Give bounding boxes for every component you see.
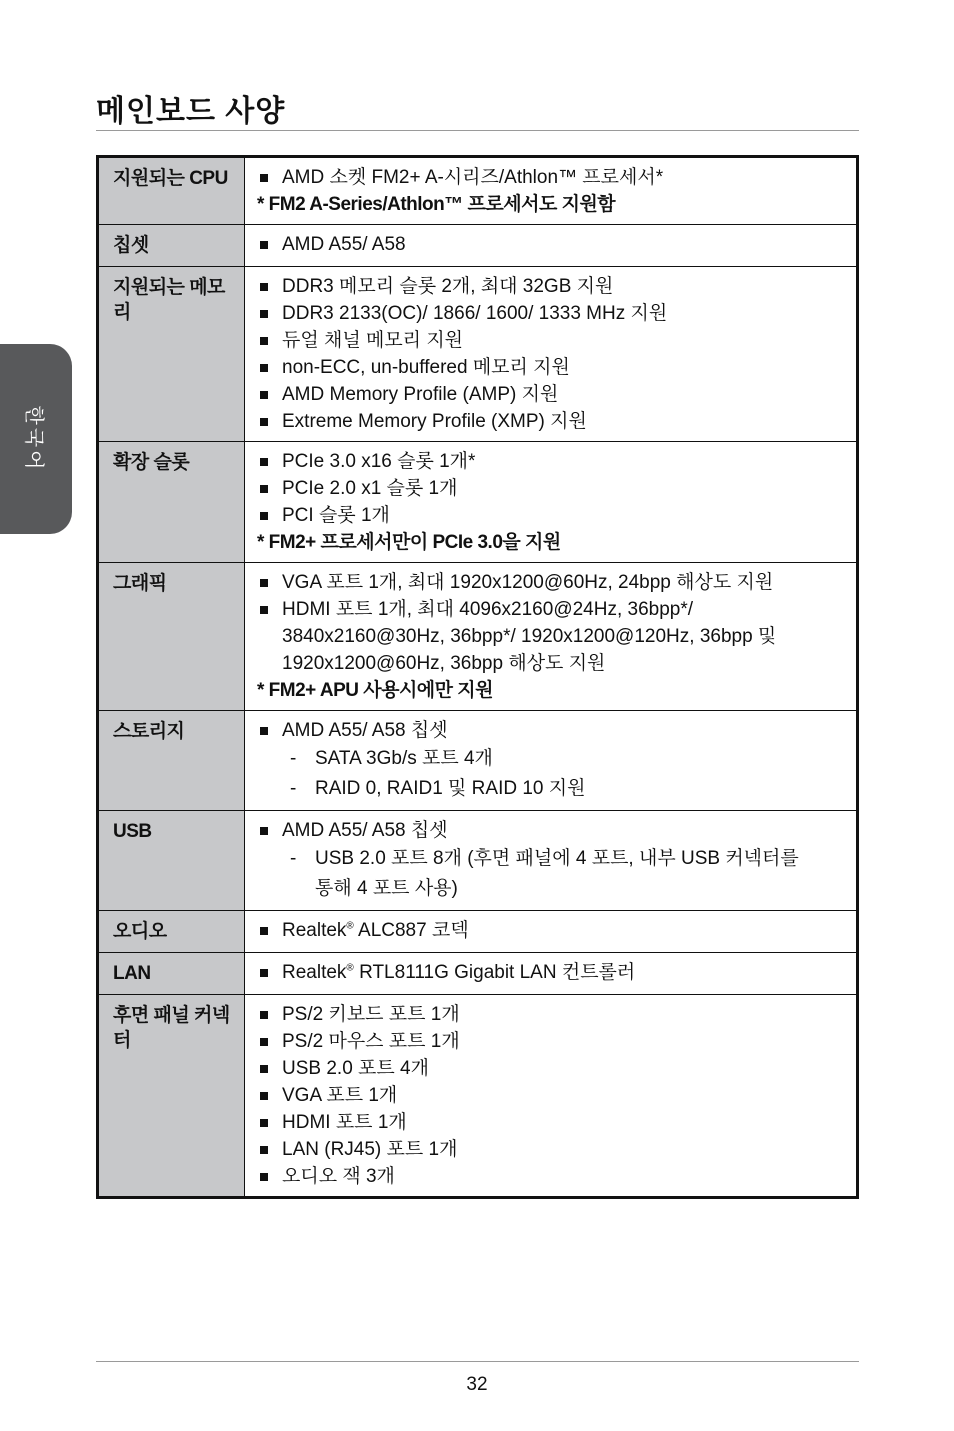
spec-line: non-ECC, un-buffered 메모리 지원 xyxy=(257,354,846,381)
spec-value xyxy=(245,911,858,953)
spec-label: 스토리지 xyxy=(98,711,245,811)
spec-line: 듀얼 채널 메모리 지원 xyxy=(257,327,846,354)
footer-divider xyxy=(96,1361,859,1362)
registered-mark: ® xyxy=(346,962,354,974)
spec-line: 오디오 잭 3개 xyxy=(257,1163,846,1190)
spec-row xyxy=(98,563,858,711)
spec-line: PCIe 2.0 x1 슬롯 1개 xyxy=(257,475,846,502)
spec-line xyxy=(257,917,846,944)
spec-line: 통해 4 포트 사용) xyxy=(315,878,458,899)
language-side-tab xyxy=(0,344,72,534)
spec-value xyxy=(245,442,858,563)
spec-line: AMD Memory Profile (AMP) 지원 xyxy=(257,381,846,408)
spec-value xyxy=(245,563,858,711)
spec-line: - USB 2.0 포트 8개 (후면 패널에 4 포트, 내부 USB 커넥터를 xyxy=(257,844,846,874)
page-number: 32 xyxy=(466,1374,488,1395)
spec-line: VGA 포트 1개 xyxy=(257,1082,846,1109)
spec-line: Extreme Memory Profile (XMP) 지원 xyxy=(257,408,846,435)
spec-row xyxy=(98,267,858,442)
spec-value xyxy=(245,995,858,1198)
spec-line: DDR3 메모리 슬롯 2개, 최대 32GB 지원 xyxy=(257,273,846,300)
spec-value xyxy=(245,157,858,225)
spec-value xyxy=(245,811,858,911)
spec-row xyxy=(98,711,858,811)
spec-row xyxy=(98,911,858,953)
spec-label: 지원되는 CPU xyxy=(98,157,245,225)
spec-line-text: RTL8111G Gigabit LAN 컨트롤러 xyxy=(353,962,636,983)
spec-row xyxy=(98,157,858,225)
spec-line: - SATA 3Gb/s 포트 4개 xyxy=(257,744,846,774)
page-title: 메인보드 사양 xyxy=(96,95,286,128)
spec-label: 칩셋 xyxy=(98,225,245,267)
spec-value xyxy=(245,953,858,995)
spec-line: HDMI 포트 1개 xyxy=(257,1109,846,1136)
spec-line-text: Realtek xyxy=(282,962,347,983)
spec-line: 1920x1200@60Hz, 36bpp 해상도 지원 xyxy=(282,653,606,674)
spec-row xyxy=(98,995,858,1198)
spec-line-text: ALC887 코덱 xyxy=(353,920,469,941)
spec-line: AMD 소켓 FM2+ A-시리즈/Athlon™ 프로세서* xyxy=(257,164,846,191)
spec-label: 오디오 xyxy=(98,911,245,953)
spec-note: * FM2+ APU 사용시에만 지원 xyxy=(257,680,493,701)
spec-row xyxy=(98,225,858,267)
spec-value xyxy=(245,225,858,267)
spec-line: AMD A55/ A58 칩셋 xyxy=(257,817,846,844)
spec-label: 그래픽 xyxy=(98,563,245,711)
spec-line: DDR3 2133(OC)/ 1866/ 1600/ 1333 MHz 지원 xyxy=(257,300,846,327)
spec-line: VGA 포트 1개, 최대 1920x1200@60Hz, 24bpp 해상도 지원 xyxy=(257,569,846,596)
spec-label: 확장 슬롯 xyxy=(98,442,245,563)
title-divider xyxy=(96,130,859,131)
spec-line xyxy=(257,959,846,986)
spec-label: 지원되는 메모리 xyxy=(98,267,245,442)
spec-line: PS/2 마우스 포트 1개 xyxy=(257,1028,846,1055)
spec-row xyxy=(98,442,858,563)
spec-line: LAN (RJ45) 포트 1개 xyxy=(257,1136,846,1163)
spec-line: PCIe 3.0 x16 슬롯 1개* xyxy=(257,448,846,475)
spec-note: * FM2+ 프로세서만이 PCIe 3.0을 지원 xyxy=(257,532,561,553)
spec-line: 3840x2160@30Hz, 36bpp*/ 1920x1200@120Hz, 36bpp 및 xyxy=(282,626,777,647)
spec-label: LAN xyxy=(98,953,245,995)
spec-line: AMD A55/ A58 칩셋 xyxy=(257,717,846,744)
spec-note: * FM2 A-Series/Athlon™ 프로세서도 지원함 xyxy=(257,194,616,215)
spec-line: PCI 슬롯 1개 xyxy=(257,502,846,529)
registered-mark: ® xyxy=(346,920,354,932)
spec-label: 후면 패널 커넥터 xyxy=(98,995,245,1198)
spec-line: USB 2.0 포트 4개 xyxy=(257,1055,846,1082)
spec-line: HDMI 포트 1개, 최대 4096x2160@24Hz, 36bpp*/ xyxy=(257,596,846,623)
spec-line: AMD A55/ A58 xyxy=(257,231,846,258)
spec-value xyxy=(245,711,858,811)
spec-line: PS/2 키보드 포트 1개 xyxy=(257,1001,846,1028)
spec-row xyxy=(98,811,858,911)
spec-line-text: Realtek xyxy=(282,920,347,941)
spec-label: USB xyxy=(98,811,245,911)
spec-table xyxy=(96,155,859,1199)
spec-line: - RAID 0, RAID1 및 RAID 10 지원 xyxy=(257,774,846,804)
spec-value xyxy=(245,267,858,442)
spec-row xyxy=(98,953,858,995)
language-tab-label: 한국어 xyxy=(22,405,45,473)
